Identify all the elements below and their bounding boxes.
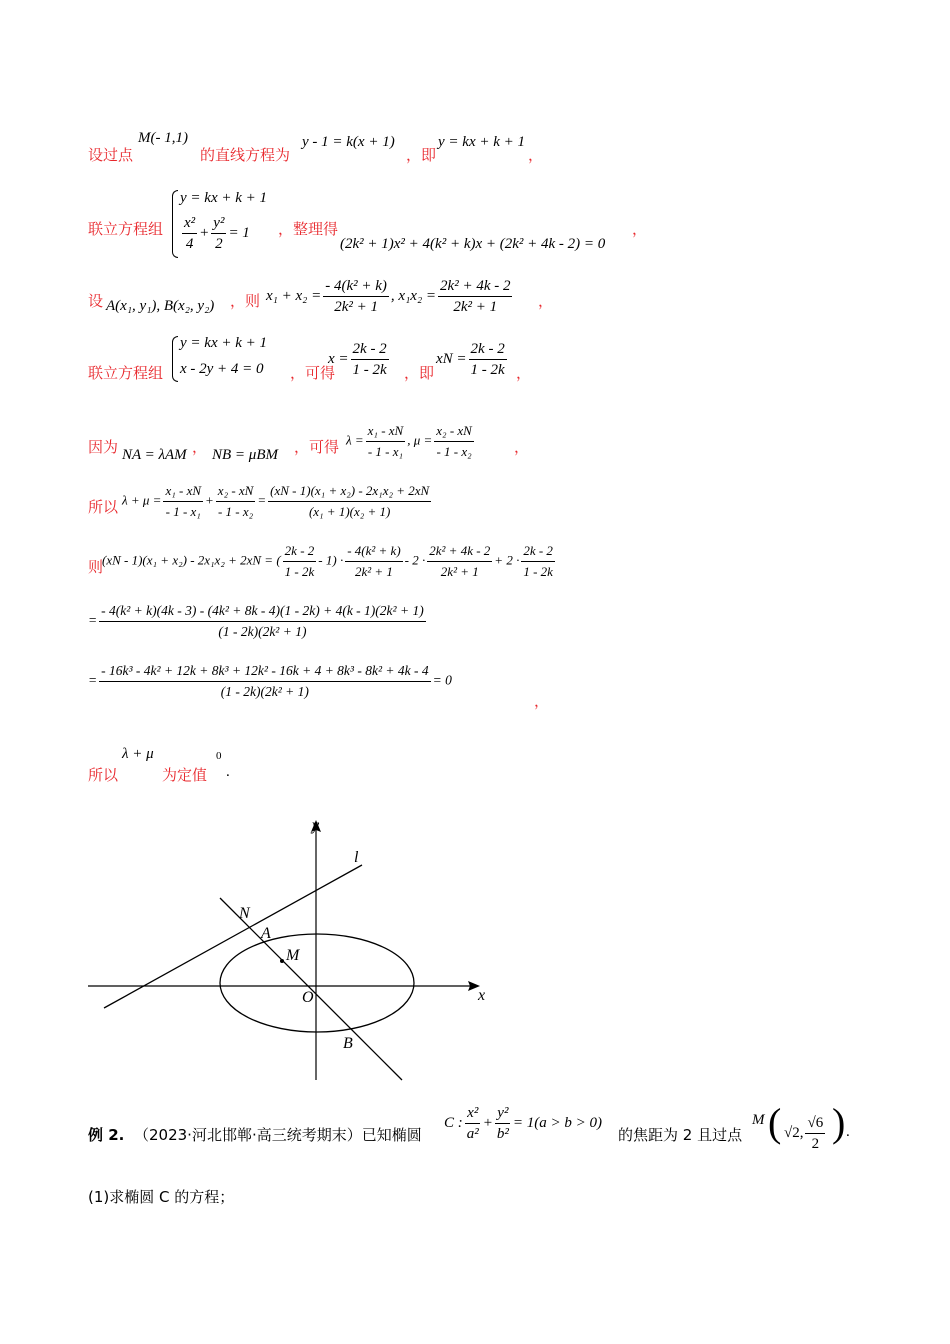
text: ，可得: [290, 364, 336, 382]
paren-left: (: [768, 1100, 782, 1145]
text: .: [846, 1124, 850, 1140]
label-l: l: [354, 849, 359, 866]
text: ，: [632, 220, 648, 238]
text: 的直线方程为: [200, 146, 291, 164]
text: 因为: [88, 438, 119, 456]
paren-right: ): [832, 1100, 846, 1145]
math-ellipse: C : $\frac{\text{x²}}{\text{a²}}$ + $\frac{\text{y²}}{\text{b²}}$ = 1(a > b > 0): [444, 1105, 602, 1142]
math-expand: = - 4(k² + k)(4k - 3) - (4k² + 8k - 4)(1 - 2k) + 4(k - 1)(2k² + 1) (1 - 2k)(2k² + 1): [88, 603, 424, 639]
text: .: [226, 764, 230, 780]
text: ，: [516, 364, 532, 382]
system-eq-2: x - 2y + 4 = 0: [180, 361, 264, 377]
system-brace: [172, 336, 178, 382]
system-eq-2: $\frac{\text{x²}}{4}$ + $\frac{\text{y²}}{2}$ = 1: [184, 215, 250, 252]
math-simplify: = - 16k³ - 4k² + 12k + 8k³ + 12k² - 16k + 4 + 8k³ - 8k² + 4k - 4 (1 - 2k)(2k² + 1) = 0: [88, 663, 452, 699]
text: 所以: [88, 766, 119, 784]
math-point: M: [752, 1112, 765, 1128]
math-line-equation: y - 1 = k(x + 1): [302, 134, 395, 150]
text: 所以: [88, 498, 119, 516]
math-vieta: x₁ + x₂ = $\frac{\text{- 4(k² + k)}}{\text{2k² + 1}}$ , x₁x₂ = $\frac{\text{2k² + 4k - 2}}{\text{2k² + 1}}$: [266, 278, 511, 315]
math-lambda-mu: λ = $\frac{\text{x₁ - xN}}{\text{- 1 - x₁}}$ , μ = $\frac{\text{x₂ - xN}}{\text{- 1 - x₂}}$: [346, 423, 472, 459]
math-lambda-plus-mu: λ + μ: [122, 746, 154, 762]
text: 联立方程组: [88, 220, 164, 238]
line-1: [88, 128, 548, 168]
text: 设过点: [88, 146, 134, 164]
math-sum: λ + μ = $\frac{\text{x₁ - xN}}{\text{- 1 - x₁}}$ + $\frac{\text{x₂ - xN}}{\text{- 1 - x₂}}$ = $\frac{\text{(xN - 1)(x₁ + x₂) - 2x₁x₂ + 2xN}}{\text{(x₁ + 1)(x₂ + 1)}}$: [122, 483, 430, 519]
text: ，即: [404, 364, 435, 382]
label-A: A: [261, 925, 271, 942]
label-O: O: [302, 989, 314, 1006]
system-eq-1: y = kx + k + 1: [180, 190, 267, 206]
text: ，: [528, 146, 544, 164]
text: ，: [534, 692, 550, 710]
math-points: A(x₁, y₁), B(x₂, y₂): [106, 298, 215, 314]
line-5: [88, 420, 538, 468]
text: 的焦距为 2 且过点: [618, 1126, 743, 1144]
line-3: [88, 276, 558, 324]
line-2: [88, 188, 648, 260]
line-8: [88, 600, 518, 648]
math-constant: 0: [216, 750, 222, 762]
system-eq-1: y = kx + k + 1: [180, 335, 267, 351]
label-M: M: [286, 947, 300, 964]
example-label: 例 2.: [88, 1126, 125, 1144]
math-coordinates: √2, $\frac{√6}{2}$: [784, 1115, 824, 1152]
ellipse-line-figure: [84, 812, 494, 1084]
math-vector-relation-1: NA = λAM: [122, 447, 187, 463]
math-line-equation-2: y = kx + k + 1: [438, 134, 525, 150]
math-substitution: (xN - 1)(x₁ + x₂) - 2x₁x₂ + 2xN = ( $\frac{2k - 2}{1 - 2k}$ - 1) · $\frac{\text{- 4(k² + k)}}{\text{2k² + 1}}$ - 2 · $\frac{\text{2k² + 4k - 2}}{\text{2k² + 1}}$ + 2 · $\frac{2k - 2}{1 - 2k}$: [102, 543, 553, 579]
line-4: [88, 334, 538, 384]
math-xN: xN = $\frac{2k - 2}{1 - 2k}$: [436, 341, 505, 378]
math-vector-relation-2: NB = μBM: [212, 447, 278, 463]
text: ，整理得: [278, 220, 339, 238]
label-y: y: [312, 817, 320, 834]
text: 则: [88, 558, 104, 576]
line-7: [88, 540, 678, 588]
text: ，: [192, 438, 208, 456]
line-10: [88, 744, 288, 784]
label-B: B: [343, 1035, 353, 1052]
line-6: [88, 480, 518, 528]
math-point-M: M(- 1,1): [138, 130, 188, 146]
line-9: [88, 660, 558, 712]
math-x: x = $\frac{2k - 2}{1 - 2k}$: [328, 341, 387, 378]
system-brace: [172, 190, 178, 258]
text: 联立方程组: [88, 364, 164, 382]
example-source: （2023·河北邯郸·高三统考期末）已知椭圆: [134, 1126, 422, 1144]
example-2: [88, 1100, 858, 1156]
text: ，即: [406, 146, 437, 164]
text: 为定值: [162, 766, 208, 784]
text: ，可得: [294, 438, 340, 456]
text: ，: [514, 438, 530, 456]
text: 设: [88, 292, 104, 310]
question-1: (1)求椭圆 C 的方程；: [88, 1188, 235, 1206]
text: ，: [538, 292, 554, 310]
text: ，则: [230, 292, 261, 310]
label-x: x: [478, 987, 486, 1004]
label-N: N: [239, 905, 250, 922]
math-quadratic: (2k² + 1)x² + 4(k² + k)x + (2k² + 4k - 2) = 0: [340, 236, 606, 252]
